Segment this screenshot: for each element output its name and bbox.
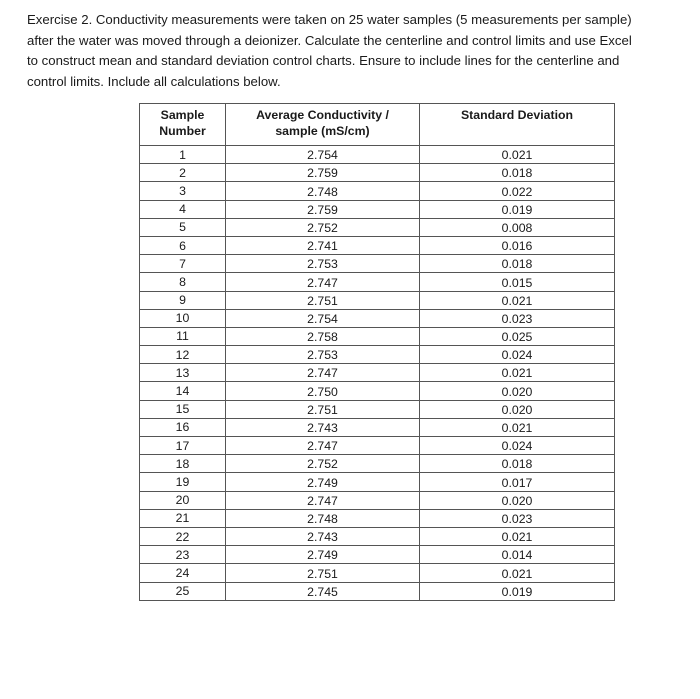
std-deviation-cell: 0.018: [420, 164, 615, 182]
sample-number-cell: 25: [140, 582, 226, 600]
sample-number-header: [140, 104, 226, 146]
sample-number-cell: 12: [140, 346, 226, 364]
std-deviation-header: [420, 104, 615, 146]
table-row: [140, 546, 615, 564]
table-row: [140, 582, 615, 600]
std-deviation-cell: 0.021: [420, 364, 615, 382]
std-deviation-cell: 0.025: [420, 327, 615, 345]
std-deviation-cell: 0.020: [420, 400, 615, 418]
sample-number-cell: 8: [140, 273, 226, 291]
table-header-row: [140, 104, 615, 146]
sample-number-cell: 15: [140, 400, 226, 418]
sample-number-cell: 14: [140, 382, 226, 400]
std-deviation-cell: 0.021: [420, 564, 615, 582]
sample-number-cell: 21: [140, 509, 226, 527]
sample-number-cell: 5: [140, 218, 226, 236]
avg-conductivity-cell: 2.751: [226, 291, 420, 309]
table-row: [140, 146, 615, 164]
table-row: [140, 236, 615, 254]
std-deviation-cell: 0.020: [420, 491, 615, 509]
sample-number-cell: 3: [140, 182, 226, 200]
table-row: [140, 509, 615, 527]
header-text: Number: [159, 124, 206, 138]
header-text: Sample: [160, 108, 205, 122]
sample-number-cell: 13: [140, 364, 226, 382]
table-row: [140, 309, 615, 327]
avg-conductivity-cell: 2.752: [226, 455, 420, 473]
intro-line: to construct mean and standard deviation control charts. Ensure to include lines for the centerline and: [27, 53, 620, 68]
std-deviation-cell: 0.014: [420, 546, 615, 564]
header-text: Standard Deviation: [460, 108, 574, 122]
avg-conductivity-cell: 2.747: [226, 364, 420, 382]
table-row: [140, 437, 615, 455]
table-row: [140, 382, 615, 400]
sample-number-cell: 11: [140, 327, 226, 345]
table-row: [140, 273, 615, 291]
table-row: [140, 291, 615, 309]
avg-conductivity-cell: 2.759: [226, 164, 420, 182]
sample-number-cell: 22: [140, 527, 226, 545]
sample-number-cell: 6: [140, 236, 226, 254]
table-row: [140, 455, 615, 473]
std-deviation-cell: 0.021: [420, 146, 615, 164]
intro-line: Exercise 2. Conductivity measurements were taken on 25 water samples (5 measurements per sample): [27, 12, 632, 27]
std-deviation-cell: 0.017: [420, 473, 615, 491]
sample-number-cell: 23: [140, 546, 226, 564]
sample-number-cell: 7: [140, 255, 226, 273]
avg-conductivity-cell: 2.747: [226, 273, 420, 291]
avg-conductivity-cell: 2.751: [226, 564, 420, 582]
table-row: [140, 418, 615, 436]
std-deviation-cell: 0.021: [420, 291, 615, 309]
table-row: [140, 164, 615, 182]
std-deviation-cell: 0.024: [420, 346, 615, 364]
header-text: sample (mS/cm): [275, 124, 370, 138]
std-deviation-cell: 0.018: [420, 255, 615, 273]
sample-number-cell: 4: [140, 200, 226, 218]
avg-conductivity-cell: 2.745: [226, 582, 420, 600]
sample-number-cell: 1: [140, 146, 226, 164]
header-text: Average Conductivity /: [256, 108, 389, 122]
table-row: [140, 346, 615, 364]
avg-conductivity-cell: 2.747: [226, 437, 420, 455]
std-deviation-cell: 0.019: [420, 582, 615, 600]
avg-conductivity-header: [226, 104, 420, 146]
table-row: [140, 400, 615, 418]
exercise-instructions: [27, 10, 677, 92]
avg-conductivity-cell: 2.751: [226, 400, 420, 418]
table-row: [140, 491, 615, 509]
avg-conductivity-cell: 2.741: [226, 236, 420, 254]
std-deviation-cell: 0.020: [420, 382, 615, 400]
avg-conductivity-cell: 2.753: [226, 346, 420, 364]
std-deviation-cell: 0.024: [420, 437, 615, 455]
table-row: [140, 182, 615, 200]
std-deviation-cell: 0.008: [420, 218, 615, 236]
intro-line: after the water was moved through a deionizer. Calculate the centerline and control limits and use Excel: [27, 32, 632, 48]
avg-conductivity-cell: 2.753: [226, 255, 420, 273]
avg-conductivity-cell: 2.750: [226, 382, 420, 400]
sample-number-cell: 20: [140, 491, 226, 509]
sample-number-cell: 17: [140, 437, 226, 455]
sample-number-cell: 18: [140, 455, 226, 473]
avg-conductivity-cell: 2.748: [226, 509, 420, 527]
std-deviation-cell: 0.022: [420, 182, 615, 200]
table-row: [140, 255, 615, 273]
intro-line: control limits. Include all calculations below.: [27, 73, 281, 89]
sample-number-cell: 24: [140, 564, 226, 582]
avg-conductivity-cell: 2.754: [226, 309, 420, 327]
table-row: [140, 327, 615, 345]
std-deviation-cell: 0.023: [420, 509, 615, 527]
avg-conductivity-cell: 2.743: [226, 527, 420, 545]
avg-conductivity-cell: 2.743: [226, 418, 420, 436]
std-deviation-cell: 0.021: [420, 418, 615, 436]
std-deviation-cell: 0.018: [420, 455, 615, 473]
table-row: [140, 364, 615, 382]
conductivity-table: [139, 103, 615, 601]
avg-conductivity-cell: 2.759: [226, 200, 420, 218]
table-body: [140, 146, 615, 601]
std-deviation-cell: 0.016: [420, 236, 615, 254]
avg-conductivity-cell: 2.747: [226, 491, 420, 509]
std-deviation-cell: 0.023: [420, 309, 615, 327]
avg-conductivity-cell: 2.758: [226, 327, 420, 345]
conductivity-table-container: [139, 103, 615, 601]
table-row: [140, 218, 615, 236]
avg-conductivity-cell: 2.754: [226, 146, 420, 164]
avg-conductivity-cell: 2.749: [226, 473, 420, 491]
sample-number-cell: 10: [140, 309, 226, 327]
sample-number-cell: 19: [140, 473, 226, 491]
avg-conductivity-cell: 2.749: [226, 546, 420, 564]
sample-number-cell: 9: [140, 291, 226, 309]
avg-conductivity-cell: 2.752: [226, 218, 420, 236]
table-row: [140, 200, 615, 218]
avg-conductivity-cell: 2.748: [226, 182, 420, 200]
std-deviation-cell: 0.019: [420, 200, 615, 218]
sample-number-cell: 16: [140, 418, 226, 436]
table-row: [140, 564, 615, 582]
std-deviation-cell: 0.015: [420, 273, 615, 291]
sample-number-cell: 2: [140, 164, 226, 182]
table-row: [140, 473, 615, 491]
std-deviation-cell: 0.021: [420, 527, 615, 545]
table-row: [140, 527, 615, 545]
